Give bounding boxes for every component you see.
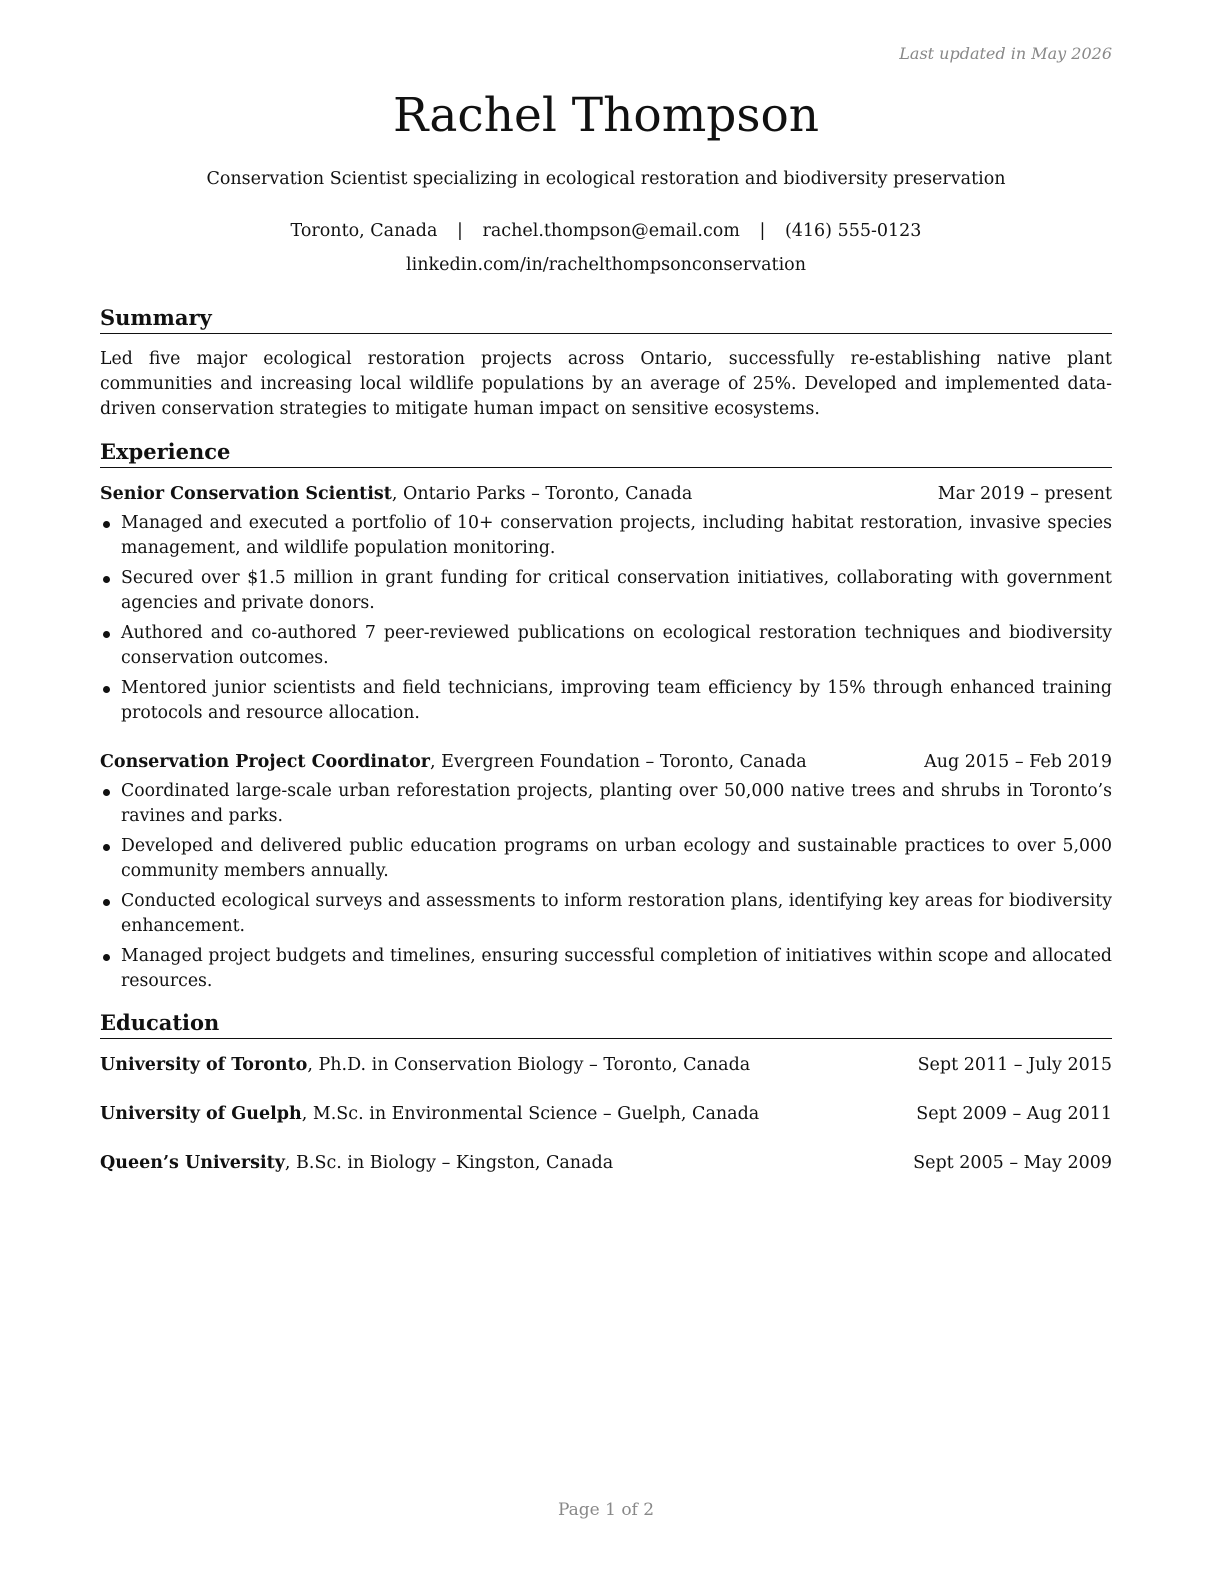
contact-line <box>100 219 1112 243</box>
list-item <box>100 889 1112 939</box>
job-dates: Mar 2019 – present <box>937 484 1112 504</box>
education-dates: Sept 2005 – May 2009 <box>913 1153 1112 1173</box>
page-number: Page 1 of 2 <box>557 1500 655 1520</box>
bullet-icon <box>103 954 110 961</box>
job-bullets <box>100 779 1112 999</box>
degree-detail: , Ph.D. in Conservation Biology – Toronto, Canada <box>307 1055 751 1075</box>
school-name: University of Guelph <box>100 1104 302 1124</box>
bullet-icon <box>103 844 110 851</box>
bullet-text: Conducted ecological surveys and assessments to inform restoration plans, identifying key areas for biodiversity enhancement. <box>121 891 1112 937</box>
bullet-text: Managed project budgets and timelines, ensuring successful completion of initiatives within scope and allocated resources. <box>121 946 1112 992</box>
email-link[interactable]: rachel.thompson@email.com <box>482 221 740 241</box>
list-item <box>100 511 1112 561</box>
job-dates: Aug 2015 – Feb 2019 <box>924 752 1112 772</box>
bullet-icon <box>103 631 110 638</box>
education-entry <box>100 1053 1112 1077</box>
school-name: Queen’s University <box>100 1153 285 1173</box>
education-entry <box>100 1102 1112 1126</box>
school-name: University of Toronto <box>100 1055 308 1075</box>
experience-heading: Experience <box>100 439 1112 468</box>
candidate-name: Rachel Thompson <box>392 88 820 143</box>
job-bullets <box>100 511 1112 731</box>
bullet-text: Managed and executed a portfolio of 10+ conservation projects, including habitat restoration, invasive species management, and wildlife population monitoring. <box>121 513 1112 559</box>
job-header <box>100 750 1112 774</box>
location: Toronto, Canada <box>290 221 438 241</box>
bullet-text: Secured over $1.5 million in grant funding for critical conservation initiatives, collaborating with government agencies and private donors. <box>121 568 1112 614</box>
education-entry <box>100 1151 1112 1175</box>
education-dates: Sept 2011 – July 2015 <box>917 1055 1112 1075</box>
job-role: Senior Conservation Scientist <box>100 484 392 504</box>
bullet-text: Coordinated large-scale urban reforestation projects, planting over 50,000 native trees and shrubs in Toronto’s ravines and parks. <box>121 781 1112 827</box>
tagline: Conservation Scientist specializing in ecological restoration and biodiversity preservation <box>206 169 1006 189</box>
education-dates: Sept 2009 – Aug 2011 <box>916 1104 1112 1124</box>
bullet-text: Developed and delivered public education programs on urban ecology and sustainable practices to over 5,000 community members annually. <box>121 836 1112 882</box>
last-updated-note: Last updated in May 2026 <box>899 44 1112 63</box>
bullet-icon <box>103 899 110 906</box>
phone-number: (416) 555-0123 <box>784 221 922 241</box>
list-item <box>100 779 1112 829</box>
bullet-icon <box>103 686 110 693</box>
list-item <box>100 621 1112 671</box>
bullet-icon <box>103 521 110 528</box>
bullet-text: Authored and co-authored 7 peer-reviewed publications on ecological restoration techniques and biodiversity conservation outcomes. <box>121 623 1112 669</box>
bullet-icon <box>103 789 110 796</box>
list-item <box>100 676 1112 726</box>
job-role: Conservation Project Coordinator <box>100 752 431 772</box>
list-item <box>100 566 1112 616</box>
education-heading: Education <box>100 1010 1112 1039</box>
linkedin-link[interactable]: linkedin.com/in/rachelthompsonconservation <box>406 255 806 275</box>
job-header <box>100 482 1112 506</box>
job-org: , Ontario Parks – Toronto, Canada <box>391 484 693 504</box>
summary-heading: Summary <box>100 305 1112 334</box>
bullet-text: Mentored junior scientists and field technicians, improving team efficiency by 15% through enhanced training protocols and resource allocation. <box>121 678 1112 724</box>
degree-detail: , B.Sc. in Biology – Kingston, Canada <box>284 1153 614 1173</box>
summary-text: Led five major ecological restoration projects across Ontario, successfully re-establishing native plant communities and increasing local wildlife populations by an average of 25%. Developed and implemented data-driven conservation strategies to mitigate human impact on sensitive ecosystems. <box>100 349 1112 420</box>
contact-separator: | <box>457 221 463 241</box>
bullet-icon <box>103 576 110 583</box>
contact-separator: | <box>759 221 766 241</box>
degree-detail: , M.Sc. in Environmental Science – Guelph, Canada <box>301 1104 760 1124</box>
list-item <box>100 834 1112 884</box>
job-org: , Evergreen Foundation – Toronto, Canada <box>430 752 807 772</box>
list-item <box>100 944 1112 994</box>
